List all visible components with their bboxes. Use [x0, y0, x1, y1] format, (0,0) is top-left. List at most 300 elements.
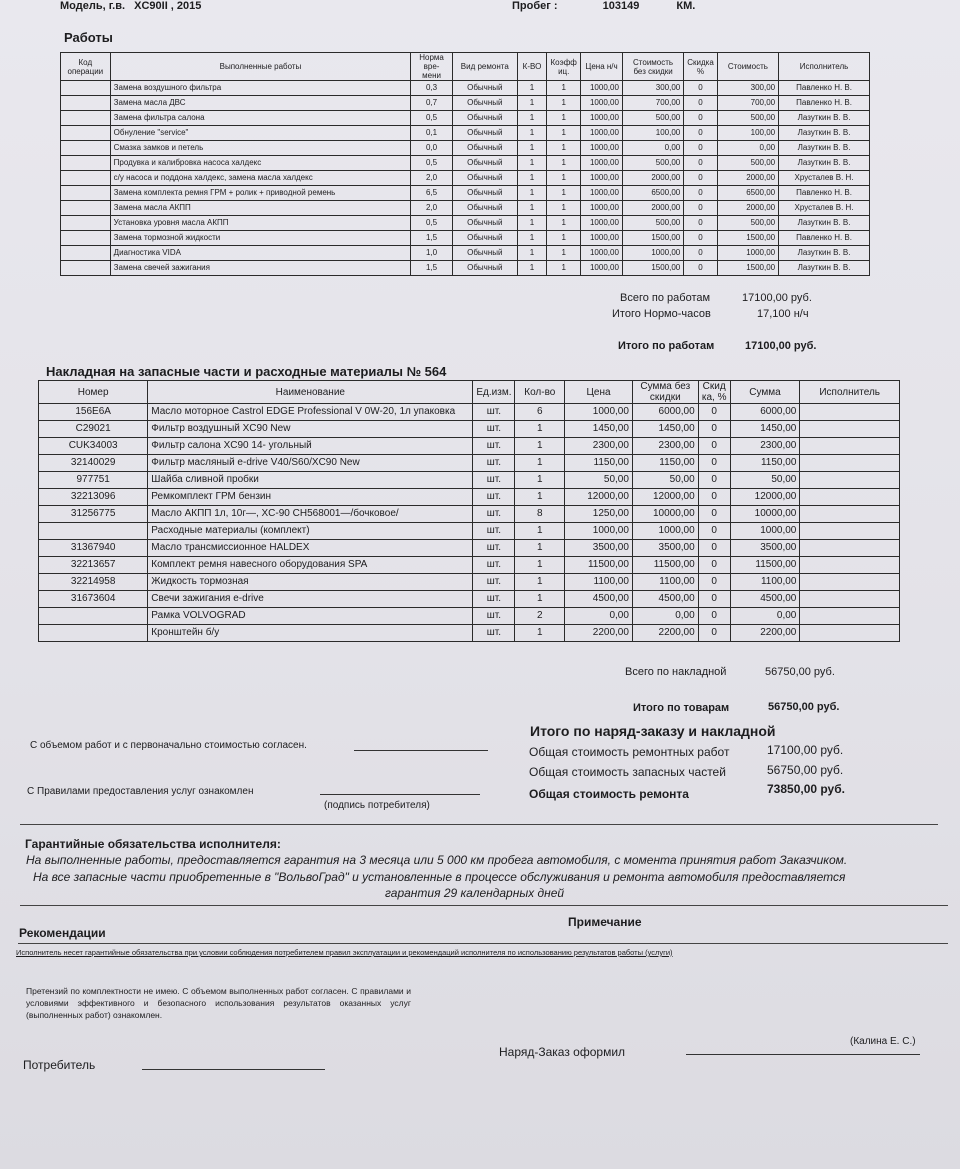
- parts-cell: 3500,00: [730, 540, 800, 557]
- works-cell: Замена масла АКПП: [110, 201, 411, 216]
- works-row: [61, 81, 870, 96]
- parts-table: [38, 380, 900, 642]
- parts-cell: 1000,00: [730, 523, 800, 540]
- works-cell: 1: [547, 96, 581, 111]
- parts-cell: 1250,00: [565, 506, 633, 523]
- works-cell: 1,0: [411, 246, 453, 261]
- works-cell: 500,00: [622, 216, 683, 231]
- works-cell: 1000,00: [581, 246, 623, 261]
- works-table: [60, 52, 870, 276]
- works-cell: 0: [684, 231, 718, 246]
- parts-row: [39, 591, 900, 608]
- parts-cell: 0,00: [632, 608, 698, 625]
- parts-cell: Масло трансмиссионное HALDEX: [148, 540, 473, 557]
- works-cell: 1: [547, 216, 581, 231]
- works-cell: 2000,00: [622, 171, 683, 186]
- parts-cell: 1: [515, 489, 565, 506]
- works-cell: 0: [684, 156, 718, 171]
- summary-parts-value: 56750,00 руб.: [767, 763, 844, 777]
- works-cell: [61, 201, 111, 216]
- signature-line-1[interactable]: [354, 750, 488, 751]
- parts-cell: 11500,00: [730, 557, 800, 574]
- parts-cell: 10000,00: [730, 506, 800, 523]
- mileage-unit: КМ.: [676, 0, 696, 12]
- signature-caption: (подпись потребителя): [324, 800, 430, 811]
- works-cell: 100,00: [717, 126, 778, 141]
- works-cell: Обычный: [452, 171, 517, 186]
- works-col-header: Коэфф иц.: [547, 53, 581, 81]
- parts-cell: 50,00: [730, 472, 800, 489]
- recommendations-label: Рекомендации: [19, 926, 106, 940]
- parts-cell: 12000,00: [565, 489, 633, 506]
- parts-cell: Расходные материалы (комплект): [148, 523, 473, 540]
- mileage-label: Пробег :: [512, 0, 558, 12]
- works-cell: 1000,00: [581, 171, 623, 186]
- parts-cell: C29021: [39, 421, 148, 438]
- parts-cell: 1: [515, 557, 565, 574]
- parts-row: [39, 404, 900, 421]
- parts-cell: 1100,00: [730, 574, 800, 591]
- parts-col-header: Скид ка, %: [698, 381, 730, 404]
- parts-col-header: Исполнитель: [800, 381, 900, 404]
- parts-row: [39, 540, 900, 557]
- parts-cell: 156E6A: [39, 404, 148, 421]
- parts-cell: 50,00: [565, 472, 633, 489]
- parts-cell: [800, 489, 900, 506]
- warranty-line-1: На выполненные работы, предоставляется гарантия на 3 месяца или 5 000 км пробега автомобиля, с момента принятия работ Заказчиком.: [26, 853, 848, 867]
- works-cell: 1: [547, 156, 581, 171]
- works-cell: 1: [547, 111, 581, 126]
- parts-cell: Рамка VOLVOGRAD: [148, 608, 473, 625]
- works-row: [61, 96, 870, 111]
- parts-cell: 1: [515, 591, 565, 608]
- works-col-header: К-ВО: [517, 53, 546, 81]
- parts-cell: 12000,00: [632, 489, 698, 506]
- works-cell: 1500,00: [717, 231, 778, 246]
- works-cell: 2000,00: [622, 201, 683, 216]
- works-cell: Обычный: [452, 231, 517, 246]
- works-col-header: Цена н/ч: [581, 53, 623, 81]
- summary-works-value: 17100,00 руб.: [767, 743, 844, 757]
- parts-cell: 2300,00: [730, 438, 800, 455]
- works-cell: 1000,00: [581, 156, 623, 171]
- parts-cell: [800, 506, 900, 523]
- works-cell: Обычный: [452, 81, 517, 96]
- parts-cell: 1: [515, 472, 565, 489]
- works-cell: 1: [547, 126, 581, 141]
- works-cell: 1000,00: [581, 261, 623, 276]
- works-cell: Обычный: [452, 141, 517, 156]
- parts-cell: 0: [698, 472, 730, 489]
- works-cell: 2000,00: [717, 201, 778, 216]
- parts-col-header: Сумма без скидки: [632, 381, 698, 404]
- parts-cell: [800, 421, 900, 438]
- parts-cell: 0,00: [730, 608, 800, 625]
- works-row: [61, 156, 870, 171]
- works-cell: [61, 81, 111, 96]
- works-cell: 1000,00: [581, 216, 623, 231]
- works-row: [61, 126, 870, 141]
- works-cell: 1: [547, 201, 581, 216]
- works-row: [61, 186, 870, 201]
- parts-cell: 1000,00: [565, 523, 633, 540]
- works-cell: Лазуткин В. В.: [779, 156, 870, 171]
- parts-cell: 0: [698, 523, 730, 540]
- parts-row: [39, 421, 900, 438]
- parts-cell: 1: [515, 574, 565, 591]
- parts-cell: Фильтр масляный e-drive V40/S60/XC90 New: [148, 455, 473, 472]
- divider-3: [18, 943, 948, 944]
- works-cell: [61, 261, 111, 276]
- works-cell: 0,00: [717, 141, 778, 156]
- parts-cell: [39, 625, 148, 642]
- works-cell: 1: [517, 141, 546, 156]
- works-cell: 500,00: [717, 216, 778, 231]
- works-cell: 1: [547, 246, 581, 261]
- works-cell: 1: [517, 96, 546, 111]
- works-row: [61, 261, 870, 276]
- works-cell: Диагностика VIDA: [110, 246, 411, 261]
- works-cell: 1500,00: [717, 261, 778, 276]
- works-cell: 1000,00: [622, 246, 683, 261]
- works-cell: 1: [517, 156, 546, 171]
- parts-cell: шт.: [473, 523, 515, 540]
- parts-cell: 2300,00: [632, 438, 698, 455]
- works-cell: 0: [684, 81, 718, 96]
- agreement-line-2: С Правилами предоставления услуг ознакомлен: [27, 786, 254, 797]
- works-cell: 0: [684, 246, 718, 261]
- parts-cell: 2: [515, 608, 565, 625]
- parts-cell: 6: [515, 404, 565, 421]
- parts-cell: 0: [698, 455, 730, 472]
- parts-cell: шт.: [473, 455, 515, 472]
- parts-cell: 1450,00: [632, 421, 698, 438]
- parts-cell: 1100,00: [632, 574, 698, 591]
- goods-total-value: 56750,00 руб.: [768, 701, 840, 713]
- parts-cell: 0: [698, 557, 730, 574]
- parts-cell: 1150,00: [632, 455, 698, 472]
- parts-cell: 2200,00: [632, 625, 698, 642]
- works-cell: 1000,00: [581, 201, 623, 216]
- works-cell: [61, 96, 111, 111]
- parts-cell: 4500,00: [632, 591, 698, 608]
- consumer-signature-line[interactable]: [142, 1069, 325, 1070]
- order-by-label: Наряд-Заказ оформил: [499, 1045, 626, 1059]
- parts-cell: Масло моторное Castrol EDGE Professional V 0W-20, 1л упаковка: [148, 404, 473, 421]
- works-cell: Замена свечей зажигания: [110, 261, 411, 276]
- works-cell: Обычный: [452, 201, 517, 216]
- works-cell: 500,00: [717, 156, 778, 171]
- parts-cell: Фильтр салона XC90 14- угольный: [148, 438, 473, 455]
- works-cell: [61, 216, 111, 231]
- parts-cell: 2200,00: [565, 625, 633, 642]
- works-cell: 1: [517, 81, 546, 96]
- works-cell: 0: [684, 96, 718, 111]
- works-cell: 1,5: [411, 261, 453, 276]
- parts-col-header: Номер: [39, 381, 148, 404]
- parts-cell: [800, 557, 900, 574]
- works-cell: 1: [547, 81, 581, 96]
- parts-cell: 0: [698, 625, 730, 642]
- works-cell: Обычный: [452, 246, 517, 261]
- parts-col-header: Наименование: [148, 381, 473, 404]
- works-cell: 0,00: [622, 141, 683, 156]
- parts-cell: шт.: [473, 608, 515, 625]
- order-by-signature-line[interactable]: [686, 1054, 920, 1055]
- parts-cell: шт.: [473, 472, 515, 489]
- divider-2: [20, 905, 948, 906]
- works-cell: Лазуткин В. В.: [779, 126, 870, 141]
- works-cell: 1: [517, 171, 546, 186]
- parts-row: [39, 489, 900, 506]
- works-cell: 0: [684, 171, 718, 186]
- works-cell: 6500,00: [622, 186, 683, 201]
- works-cell: 1: [547, 231, 581, 246]
- parts-cell: 31367940: [39, 540, 148, 557]
- works-cell: Лазуткин В. В.: [779, 111, 870, 126]
- parts-cell: шт.: [473, 557, 515, 574]
- works-cell: 1000,00: [581, 96, 623, 111]
- parts-cell: Комплект ремня навесного оборудования SPA: [148, 557, 473, 574]
- parts-cell: 32140029: [39, 455, 148, 472]
- works-cell: 1,5: [411, 231, 453, 246]
- works-cell: 500,00: [717, 111, 778, 126]
- parts-cell: 4500,00: [565, 591, 633, 608]
- works-cell: [61, 126, 111, 141]
- parts-cell: 4500,00: [730, 591, 800, 608]
- parts-col-header: Ед.изм.: [473, 381, 515, 404]
- works-cell: 1: [517, 261, 546, 276]
- parts-cell: 1: [515, 540, 565, 557]
- parts-cell: Масло АКПП 1л, 10г—, XC-90 CH568001—/бочковое/: [148, 506, 473, 523]
- parts-row: [39, 608, 900, 625]
- works-col-header: Исполнитель: [779, 53, 870, 81]
- parts-cell: 6000,00: [632, 404, 698, 421]
- parts-cell: шт.: [473, 591, 515, 608]
- works-col-header: Код операции: [61, 53, 111, 81]
- parts-col-header: Цена: [565, 381, 633, 404]
- divider-1: [20, 824, 938, 825]
- works-cell: 0,7: [411, 96, 453, 111]
- claims-statement: Претензий по комплектности не имею. С объемом выполненных работ согласен. С правилами и условиями эффективного и безопасного использования результатов оказанных услуг (выполненных работ) ознакомлен.: [26, 986, 411, 1020]
- works-cell: 6,5: [411, 186, 453, 201]
- works-col-header: Вид ремонта: [452, 53, 517, 81]
- parts-cell: 0: [698, 404, 730, 421]
- parts-cell: [800, 523, 900, 540]
- works-grand-label: Итого по работам: [618, 340, 715, 352]
- parts-cell: 0: [698, 608, 730, 625]
- works-cell: [61, 186, 111, 201]
- works-cell: с/у насоса и поддона халдекс, замена масла халдекс: [110, 171, 411, 186]
- parts-cell: шт.: [473, 489, 515, 506]
- works-cell: Обычный: [452, 261, 517, 276]
- parts-cell: [800, 455, 900, 472]
- parts-cell: 1: [515, 421, 565, 438]
- warranty-conditions: Исполнитель несет гарантийные обязательства при условии соблюдения потребителем правил эксплуатации и рекомендаций исполнителя по использованию результатов работы (услуги): [16, 948, 673, 957]
- parts-cell: 31673604: [39, 591, 148, 608]
- works-cell: 1000,00: [717, 246, 778, 261]
- model-label: Модель, г.в.: [60, 0, 126, 12]
- parts-header-row: [39, 381, 900, 404]
- parts-cell: 50,00: [632, 472, 698, 489]
- works-cell: Обнуление "service": [110, 126, 411, 141]
- parts-cell: 1150,00: [730, 455, 800, 472]
- works-cell: Замена масла ДВС: [110, 96, 411, 111]
- summary-total-label: Общая стоимость ремонта: [529, 787, 689, 801]
- works-cell: Продувка и калибровка насоса халдекс: [110, 156, 411, 171]
- parts-cell: 2200,00: [730, 625, 800, 642]
- parts-cell: 1000,00: [565, 404, 633, 421]
- works-cell: [61, 141, 111, 156]
- parts-cell: шт.: [473, 540, 515, 557]
- parts-cell: 977751: [39, 472, 148, 489]
- parts-cell: 1: [515, 438, 565, 455]
- works-title: Работы: [64, 30, 113, 45]
- works-cell: Павленко Н. В.: [779, 96, 870, 111]
- parts-cell: 11500,00: [565, 557, 633, 574]
- works-cell: 1500,00: [622, 231, 683, 246]
- parts-cell: [800, 625, 900, 642]
- works-cell: Лазуткин В. В.: [779, 216, 870, 231]
- parts-cell: 6000,00: [730, 404, 800, 421]
- parts-cell: 2300,00: [565, 438, 633, 455]
- works-cell: 1000,00: [581, 111, 623, 126]
- parts-cell: шт.: [473, 625, 515, 642]
- parts-cell: 32213657: [39, 557, 148, 574]
- parts-cell: 1: [515, 625, 565, 642]
- norm-hours-label: Итого Нормо-часов: [612, 308, 711, 320]
- consumer-label: Потребитель: [23, 1058, 96, 1072]
- summary-title: Итого по наряд-заказу и накладной: [530, 723, 776, 739]
- parts-cell: 1150,00: [565, 455, 633, 472]
- parts-cell: [39, 523, 148, 540]
- parts-cell: [39, 608, 148, 625]
- vehicle-header: [60, 0, 207, 12]
- works-cell: 0,5: [411, 216, 453, 231]
- works-cell: Павленко Н. В.: [779, 81, 870, 96]
- works-cell: 0,5: [411, 156, 453, 171]
- parts-cell: шт.: [473, 574, 515, 591]
- works-cell: Обычный: [452, 186, 517, 201]
- parts-cell: 0: [698, 591, 730, 608]
- parts-row: [39, 438, 900, 455]
- works-cell: 2000,00: [717, 171, 778, 186]
- parts-cell: шт.: [473, 404, 515, 421]
- works-cell: 1: [547, 186, 581, 201]
- works-cell: 1: [517, 216, 546, 231]
- parts-cell: 0: [698, 489, 730, 506]
- mileage-value: 103149: [602, 0, 640, 12]
- works-cell: 1: [547, 171, 581, 186]
- works-cell: 1: [517, 186, 546, 201]
- works-cell: 100,00: [622, 126, 683, 141]
- works-col-header: Стоимость: [717, 53, 778, 81]
- parts-cell: 0: [698, 438, 730, 455]
- parts-cell: Ремкомплект ГРМ бензин: [148, 489, 473, 506]
- works-row: [61, 246, 870, 261]
- works-col-header: Норма вре-мени: [411, 53, 453, 81]
- works-cell: [61, 111, 111, 126]
- works-col-header: Выполненные работы: [110, 53, 411, 81]
- parts-cell: 3500,00: [632, 540, 698, 557]
- parts-cell: 0: [698, 540, 730, 557]
- works-cell: Лазуткин В. В.: [779, 261, 870, 276]
- works-cell: 1000,00: [581, 186, 623, 201]
- summary-parts-label: Общая стоимость запасных частей: [529, 765, 726, 779]
- works-row: [61, 216, 870, 231]
- works-cell: Замена фильтра салона: [110, 111, 411, 126]
- parts-cell: 10000,00: [632, 506, 698, 523]
- works-cell: [61, 156, 111, 171]
- parts-row: [39, 523, 900, 540]
- works-cell: 1: [517, 126, 546, 141]
- works-cell: Замена комплекта ремня ГРМ + ролик + приводной ремень: [110, 186, 411, 201]
- works-cell: 2,0: [411, 171, 453, 186]
- parts-cell: 32214958: [39, 574, 148, 591]
- works-cell: Павленко Н. В.: [779, 186, 870, 201]
- goods-total-label: Итого по товарам: [633, 702, 730, 714]
- works-cell: [61, 246, 111, 261]
- parts-col-header: Кол-во: [515, 381, 565, 404]
- parts-row: [39, 557, 900, 574]
- parts-cell: 32213096: [39, 489, 148, 506]
- parts-cell: Фильтр воздушный XC90 New: [148, 421, 473, 438]
- parts-cell: [800, 438, 900, 455]
- clerk-name: (Калина Е. С.): [850, 1036, 916, 1047]
- works-cell: Обычный: [452, 156, 517, 171]
- works-cell: 0,1: [411, 126, 453, 141]
- parts-cell: CUK34003: [39, 438, 148, 455]
- parts-row: [39, 455, 900, 472]
- agreement-line-1: С объемом работ и с первоначально стоимостью согласен.: [30, 740, 307, 751]
- works-cell: 1500,00: [622, 261, 683, 276]
- parts-cell: 1000,00: [632, 523, 698, 540]
- parts-total-label: Всего по накладной: [625, 666, 727, 678]
- parts-title: Накладная на запасные части и расходные материалы № 564: [46, 364, 447, 379]
- warranty-title: Гарантийные обязательства исполнителя:: [25, 837, 281, 851]
- works-total-label: Всего по работам: [620, 292, 711, 304]
- works-cell: 0: [684, 186, 718, 201]
- works-cell: 1: [517, 201, 546, 216]
- works-cell: 0: [684, 141, 718, 156]
- signature-line-2[interactable]: [320, 794, 480, 795]
- parts-cell: [800, 608, 900, 625]
- parts-cell: 1100,00: [565, 574, 633, 591]
- works-row: [61, 201, 870, 216]
- parts-cell: 0: [698, 574, 730, 591]
- works-cell: Обычный: [452, 126, 517, 141]
- works-cell: 1: [547, 141, 581, 156]
- parts-cell: 1450,00: [730, 421, 800, 438]
- works-cell: Павленко Н. В.: [779, 231, 870, 246]
- parts-col-header: Сумма: [730, 381, 800, 404]
- works-cell: 0: [684, 261, 718, 276]
- model-value: XC90II , 2015: [134, 0, 202, 12]
- works-cell: 0: [684, 126, 718, 141]
- mileage-header: [512, 0, 701, 12]
- works-row: [61, 141, 870, 156]
- parts-cell: 31256775: [39, 506, 148, 523]
- works-cell: 1: [517, 231, 546, 246]
- works-cell: 500,00: [622, 156, 683, 171]
- works-cell: 1: [517, 246, 546, 261]
- works-cell: 0,0: [411, 141, 453, 156]
- works-cell: Замена тормозной жидкости: [110, 231, 411, 246]
- parts-cell: 12000,00: [730, 489, 800, 506]
- works-cell: 0: [684, 111, 718, 126]
- works-cell: 300,00: [717, 81, 778, 96]
- parts-cell: 0: [698, 421, 730, 438]
